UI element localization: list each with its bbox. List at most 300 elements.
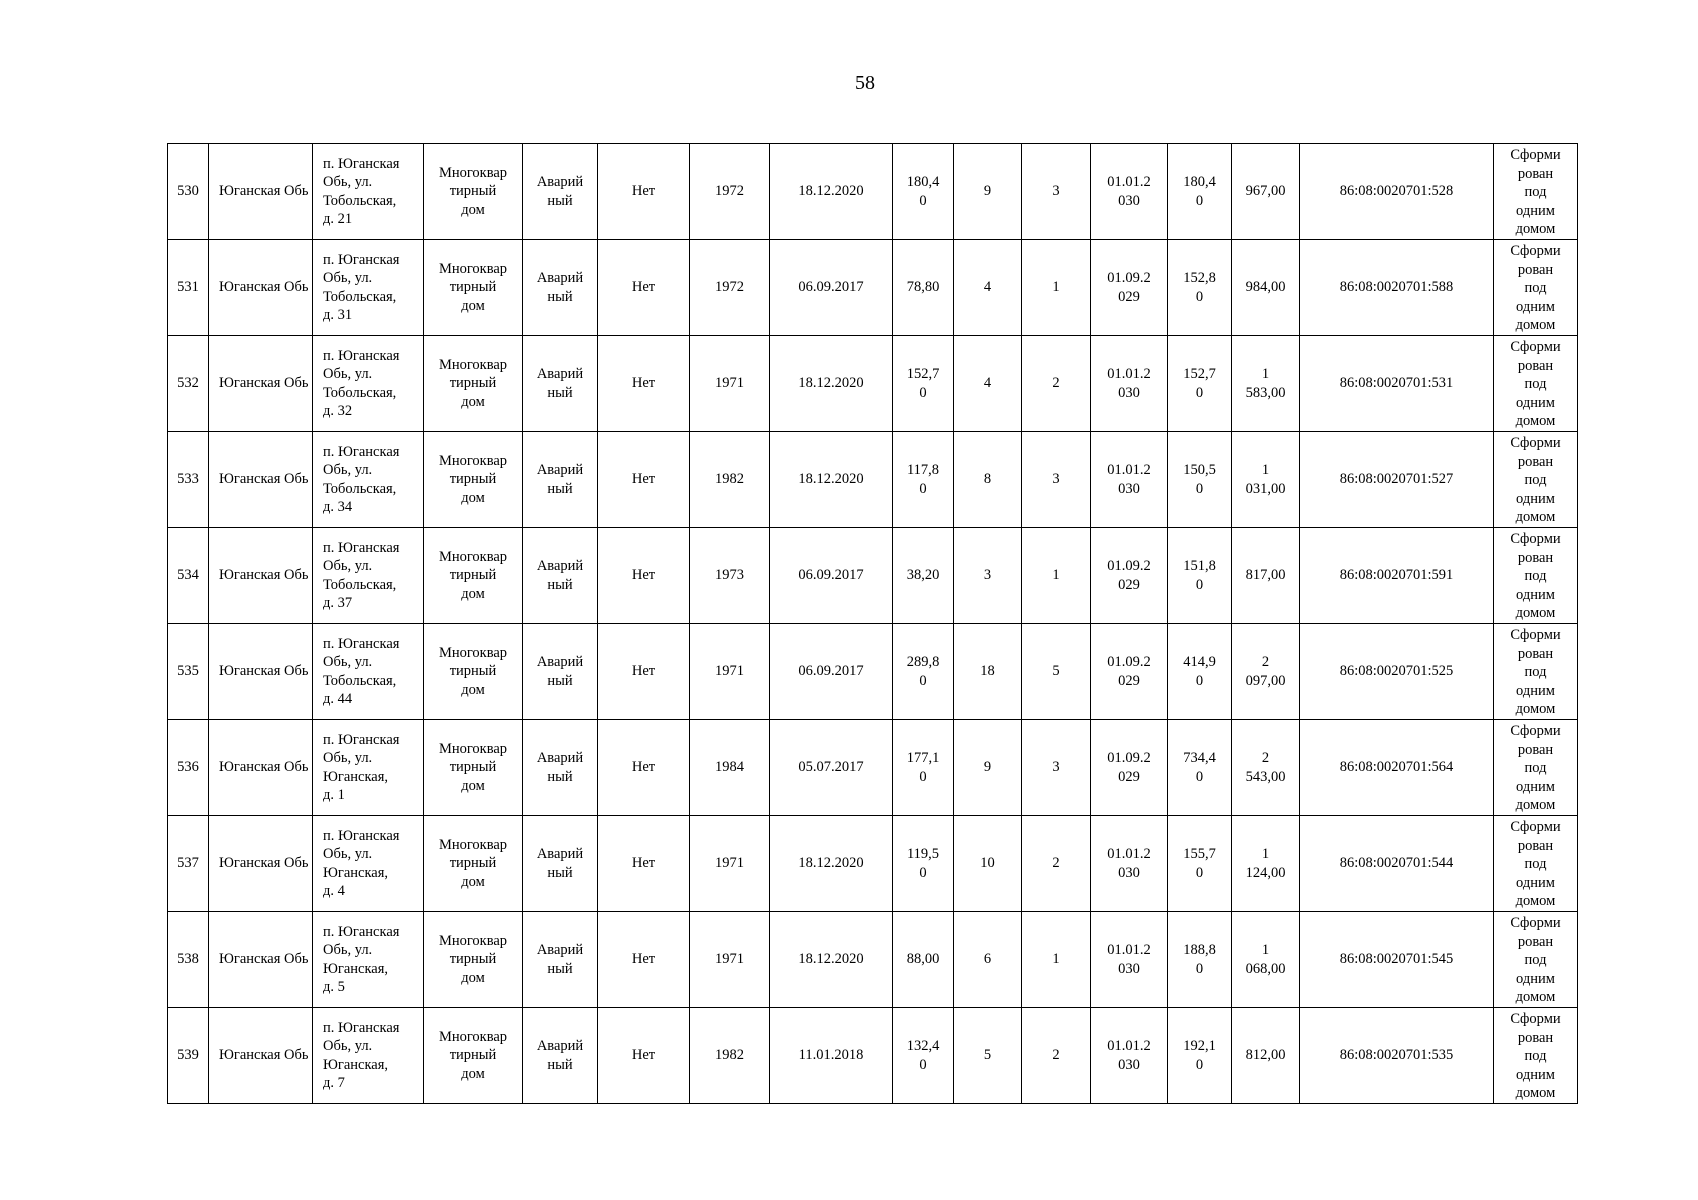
cell-area <box>893 1008 954 1104</box>
cell-residents: 5 <box>954 1008 1022 1104</box>
cell-cadastral-number: 86:08:0020701:527 <box>1300 432 1494 528</box>
cell-area-2 <box>1168 816 1232 912</box>
cell-residents: 4 <box>954 240 1022 336</box>
cell-building-type-line: Многоквар <box>438 740 508 757</box>
cell-address <box>313 624 424 720</box>
cell-building-type-line: дом <box>461 489 485 506</box>
cell-apartments: 1 <box>1022 240 1091 336</box>
cell-flag: Нет <box>598 912 690 1008</box>
cell-address-line: Тобольская, <box>323 672 397 689</box>
cell-building-type-line: дом <box>461 393 485 410</box>
table-row <box>168 816 1578 912</box>
cell-building-type-line: Многоквар <box>438 260 508 277</box>
cell-land-area-line: 812,00 <box>1245 1047 1286 1064</box>
cell-area-line: 119,5 <box>906 846 940 862</box>
cell-status-line: ный <box>547 192 573 209</box>
cell-settlement: Юганская Обь <box>209 1008 313 1104</box>
cell-date: 18.12.2020 <box>770 336 893 432</box>
cell-note-line: Сформи <box>1510 627 1561 643</box>
cell-settlement: Юганская Обь <box>209 912 313 1008</box>
cell-address-line: Обь, ул. <box>323 942 373 958</box>
cell-note-line: Сформи <box>1510 531 1561 547</box>
table-row <box>168 1008 1578 1104</box>
cell-land-area-line: 1 <box>1261 366 1270 382</box>
cell-building-type-line: Многоквар <box>438 836 508 853</box>
cell-deadline-line: 030 <box>1118 864 1140 881</box>
cell-area-2-line: 180,4 <box>1183 174 1216 190</box>
cell-area-2 <box>1168 144 1232 240</box>
cell-status <box>523 816 598 912</box>
cell-area-line: 0 <box>919 384 927 401</box>
cell-note <box>1494 144 1578 240</box>
cell-land-area-line: 543,00 <box>1245 768 1286 785</box>
cell-deadline <box>1091 912 1168 1008</box>
cell-note-line: Сформи <box>1510 723 1561 739</box>
cell-flag: Нет <box>598 624 690 720</box>
cell-area-2-line: 734,4 <box>1183 750 1216 766</box>
table-row <box>168 624 1578 720</box>
cell-status <box>523 624 598 720</box>
cell-area-line: 117,8 <box>906 462 940 478</box>
cell-deadline <box>1091 1008 1168 1104</box>
cell-note-line: домом <box>1515 221 1556 237</box>
cell-address-line: д. 44 <box>323 691 353 707</box>
cell-status-line: ный <box>547 960 573 977</box>
cell-address-line: Тобольская, <box>323 288 397 305</box>
cell-settlement: Юганская Обь <box>209 144 313 240</box>
cell-building-type-line: тирный <box>449 1047 497 1064</box>
cell-status-line: ный <box>547 480 573 497</box>
cell-note-line: рован <box>1517 261 1554 278</box>
cell-flag: Нет <box>598 336 690 432</box>
cell-building-type-line: Многоквар <box>438 164 508 181</box>
cell-area-line: 180,4 <box>906 174 940 190</box>
cell-area-line: 78,80 <box>906 279 940 296</box>
cell-settlement: Юганская Обь <box>209 432 313 528</box>
cell-note-line: рован <box>1517 837 1554 854</box>
cell-area <box>893 816 954 912</box>
table-row <box>168 336 1578 432</box>
cell-address-line: д. 7 <box>323 1075 345 1091</box>
cell-flag: Нет <box>598 720 690 816</box>
cell-building-type-line: дом <box>461 969 485 986</box>
cell-apartments: 3 <box>1022 720 1091 816</box>
cell-land-area-line: 124,00 <box>1245 864 1286 881</box>
cell-deadline <box>1091 240 1168 336</box>
cell-area-line: 0 <box>919 192 927 209</box>
cell-address <box>313 720 424 816</box>
cell-area-2-line: 0 <box>1195 576 1204 593</box>
cell-building-type-line: Многоквар <box>438 1028 508 1045</box>
cell-residents: 9 <box>954 144 1022 240</box>
cell-area-line: 152,7 <box>906 366 940 382</box>
cell-apartments: 3 <box>1022 432 1091 528</box>
cell-year: 1982 <box>690 1008 770 1104</box>
cell-flag: Нет <box>598 144 690 240</box>
cell-settlement: Юганская Обь <box>209 720 313 816</box>
cell-area <box>893 240 954 336</box>
cell-flag: Нет <box>598 240 690 336</box>
cell-area-line: 0 <box>919 768 927 785</box>
cell-year: 1971 <box>690 624 770 720</box>
cell-address-line: Обь, ул. <box>323 1038 373 1054</box>
cell-cadastral-number: 86:08:0020701:531 <box>1300 336 1494 432</box>
cell-residents: 8 <box>954 432 1022 528</box>
cell-building-type-line: Многоквар <box>438 932 508 949</box>
cell-area <box>893 432 954 528</box>
cell-building-type <box>424 528 523 624</box>
cell-status-line: ный <box>547 672 573 689</box>
cell-deadline-line: 030 <box>1118 480 1140 497</box>
cell-address-line: Обь, ул. <box>323 270 373 286</box>
cell-date: 05.07.2017 <box>770 720 893 816</box>
cell-cadastral-number: 86:08:0020701:564 <box>1300 720 1494 816</box>
cell-cadastral-number: 86:08:0020701:544 <box>1300 816 1494 912</box>
cell-apartments: 2 <box>1022 816 1091 912</box>
cell-note-line: одним <box>1516 394 1555 411</box>
cell-area <box>893 528 954 624</box>
cell-note-line: Сформи <box>1510 435 1561 451</box>
cell-deadline-line: 01.01.2 <box>1107 462 1151 478</box>
cell-apartments: 2 <box>1022 1008 1091 1104</box>
cell-land-area-line: 2 <box>1261 654 1270 670</box>
cell-area-2 <box>1168 720 1232 816</box>
cell-status <box>523 912 598 1008</box>
cell-flag: Нет <box>598 528 690 624</box>
cell-building-type-line: тирный <box>449 567 497 584</box>
cell-apartments: 1 <box>1022 528 1091 624</box>
cell-note <box>1494 336 1578 432</box>
cell-deadline <box>1091 720 1168 816</box>
cell-note-line: одним <box>1516 682 1555 699</box>
cell-deadline <box>1091 528 1168 624</box>
cell-note-line: Сформи <box>1510 819 1561 835</box>
cell-area-2-line: 414,9 <box>1183 654 1216 670</box>
cell-area-2 <box>1168 432 1232 528</box>
cell-building-type <box>424 624 523 720</box>
cell-building-type-line: тирный <box>449 183 497 200</box>
cell-status-line: Аварий <box>536 462 584 478</box>
cell-area-2 <box>1168 528 1232 624</box>
cell-area <box>893 144 954 240</box>
cell-area-2 <box>1168 1008 1232 1104</box>
cell-deadline <box>1091 816 1168 912</box>
cell-note-line: под <box>1524 952 1547 968</box>
cell-address-line: д. 4 <box>323 883 345 899</box>
cell-note-line: одним <box>1516 970 1555 987</box>
cell-note-line: домом <box>1515 605 1556 621</box>
table-row <box>168 144 1578 240</box>
cell-deadline-line: 029 <box>1118 768 1140 785</box>
cell-status-line: Аварий <box>536 1038 584 1054</box>
cell-row-number: 536 <box>168 720 209 816</box>
cell-note-line: под <box>1524 664 1547 680</box>
cell-area-line: 38,20 <box>906 567 940 584</box>
cell-note-line: домом <box>1515 413 1556 429</box>
cell-building-type <box>424 912 523 1008</box>
cell-land-area <box>1232 528 1300 624</box>
cell-deadline <box>1091 432 1168 528</box>
cell-note <box>1494 912 1578 1008</box>
cell-land-area-line: 817,00 <box>1245 567 1286 584</box>
cell-area-2-line: 0 <box>1195 864 1204 881</box>
cell-building-type-line: тирный <box>449 375 497 392</box>
cell-address-line: Обь, ул. <box>323 174 373 190</box>
cell-land-area <box>1232 240 1300 336</box>
cell-area-2-line: 0 <box>1195 480 1204 497</box>
cell-deadline-line: 01.09.2 <box>1107 654 1151 670</box>
cell-note-line: под <box>1524 760 1547 776</box>
cell-row-number: 530 <box>168 144 209 240</box>
cell-land-area-line: 967,00 <box>1245 183 1286 200</box>
cell-status <box>523 336 598 432</box>
cell-settlement: Юганская Обь <box>209 528 313 624</box>
cell-address-line: п. Юганская <box>323 155 400 172</box>
cell-residents: 3 <box>954 528 1022 624</box>
cell-settlement: Юганская Обь <box>209 336 313 432</box>
cell-area-2 <box>1168 336 1232 432</box>
cell-area-2-line: 0 <box>1195 288 1204 305</box>
cell-address-line: д. 5 <box>323 979 345 995</box>
cell-address-line: Юганская, <box>323 768 389 785</box>
cell-building-type-line: тирный <box>449 759 497 776</box>
cell-area-2-line: 150,5 <box>1183 462 1216 478</box>
cell-address-line: п. Юганская <box>323 539 400 556</box>
cell-building-type <box>424 240 523 336</box>
cell-address-line: Обь, ул. <box>323 366 373 382</box>
cell-address-line: Обь, ул. <box>323 846 373 862</box>
cell-date: 06.09.2017 <box>770 528 893 624</box>
cell-residents: 18 <box>954 624 1022 720</box>
cell-status-line: Аварий <box>536 750 584 766</box>
cell-address-line: п. Юганская <box>323 731 400 748</box>
table-row <box>168 720 1578 816</box>
cell-area-2 <box>1168 912 1232 1008</box>
cell-address <box>313 528 424 624</box>
cell-note-line: рован <box>1517 933 1554 950</box>
cell-row-number: 537 <box>168 816 209 912</box>
cell-note-line: одним <box>1516 586 1555 603</box>
table-body <box>168 144 1578 1104</box>
cell-residents: 9 <box>954 720 1022 816</box>
cell-address-line: д. 34 <box>323 499 353 515</box>
cell-land-area-line: 1 <box>1261 846 1270 862</box>
cell-status <box>523 144 598 240</box>
cell-note-line: одним <box>1516 1066 1555 1083</box>
cell-row-number: 533 <box>168 432 209 528</box>
cell-land-area <box>1232 720 1300 816</box>
cell-status-line: ный <box>547 576 573 593</box>
cell-date: 06.09.2017 <box>770 240 893 336</box>
cell-note-line: одним <box>1516 490 1555 507</box>
cell-status-line: Аварий <box>536 174 584 190</box>
cell-status-line: Аварий <box>536 270 584 286</box>
cell-deadline-line: 029 <box>1118 288 1140 305</box>
cell-deadline <box>1091 336 1168 432</box>
cell-area-line: 0 <box>919 480 927 497</box>
cell-note-line: Сформи <box>1510 339 1561 355</box>
cell-land-area-line: 2 <box>1261 750 1270 766</box>
cell-note-line: рован <box>1517 549 1554 566</box>
cell-status-line: ный <box>547 864 573 881</box>
cell-address-line: д. 31 <box>323 307 353 323</box>
cell-address-line: п. Юганская <box>323 923 400 940</box>
cell-building-type-line: Многоквар <box>438 548 508 565</box>
cell-land-area-line: 583,00 <box>1245 384 1286 401</box>
cell-date: 06.09.2017 <box>770 624 893 720</box>
table-row <box>168 432 1578 528</box>
cell-note-line: рован <box>1517 357 1554 374</box>
cell-note <box>1494 1008 1578 1104</box>
cell-date: 18.12.2020 <box>770 432 893 528</box>
cell-area-line: 0 <box>919 672 927 689</box>
cell-area <box>893 912 954 1008</box>
cell-address-line: Юганская, <box>323 960 389 977</box>
cell-deadline-line: 01.09.2 <box>1107 558 1151 574</box>
cell-note-line: под <box>1524 1048 1547 1064</box>
cell-building-type-line: дом <box>461 777 485 794</box>
cell-building-type-line: Многоквар <box>438 644 508 661</box>
cell-deadline-line: 01.09.2 <box>1107 750 1151 766</box>
cell-note-line: рован <box>1517 453 1554 470</box>
cell-row-number: 538 <box>168 912 209 1008</box>
cell-flag: Нет <box>598 816 690 912</box>
cell-deadline-line: 029 <box>1118 672 1140 689</box>
cell-note-line: одним <box>1516 874 1555 891</box>
cell-building-type-line: тирный <box>449 663 497 680</box>
cell-date: 18.12.2020 <box>770 912 893 1008</box>
cell-year: 1972 <box>690 144 770 240</box>
page-number: 58 <box>855 72 875 94</box>
cell-note-line: домом <box>1515 701 1556 717</box>
cell-area-2-line: 0 <box>1195 960 1204 977</box>
cell-area-2-line: 152,7 <box>1183 366 1216 382</box>
cell-cadastral-number: 86:08:0020701:525 <box>1300 624 1494 720</box>
cell-area-line: 289,8 <box>906 654 940 670</box>
cell-address-line: д. 1 <box>323 787 345 803</box>
cell-building-type <box>424 432 523 528</box>
cell-area-2-line: 0 <box>1195 768 1204 785</box>
cell-building-type-line: Многоквар <box>438 356 508 373</box>
cell-building-type-line: Многоквар <box>438 452 508 469</box>
cell-land-area-line: 1 <box>1261 942 1270 958</box>
cell-area-2 <box>1168 240 1232 336</box>
cell-status-line: Аварий <box>536 846 584 862</box>
cell-note-line: домом <box>1515 509 1556 525</box>
cell-settlement: Юганская Обь <box>209 624 313 720</box>
cell-year: 1984 <box>690 720 770 816</box>
cell-building-type-line: тирный <box>449 855 497 872</box>
cell-area-2-line: 188,8 <box>1183 942 1216 958</box>
cell-apartments: 2 <box>1022 336 1091 432</box>
cell-note-line: домом <box>1515 893 1556 909</box>
cell-note-line: Сформи <box>1510 243 1561 259</box>
cell-building-type <box>424 816 523 912</box>
cell-year: 1971 <box>690 336 770 432</box>
cell-status-line: ный <box>547 768 573 785</box>
cell-land-area <box>1232 816 1300 912</box>
cell-note-line: под <box>1524 184 1547 200</box>
cell-deadline-line: 01.01.2 <box>1107 1038 1151 1054</box>
cell-land-area <box>1232 336 1300 432</box>
cell-address-line: д. 37 <box>323 595 353 611</box>
cell-deadline-line: 030 <box>1118 1056 1140 1073</box>
cell-address <box>313 432 424 528</box>
cell-deadline-line: 030 <box>1118 384 1140 401</box>
cell-note-line: домом <box>1515 989 1556 1005</box>
cell-deadline-line: 01.01.2 <box>1107 174 1151 190</box>
cell-note-line: под <box>1524 856 1547 872</box>
cell-area <box>893 720 954 816</box>
cell-note-line: домом <box>1515 317 1556 333</box>
cell-status-line: ный <box>547 384 573 401</box>
cell-row-number: 535 <box>168 624 209 720</box>
cell-deadline <box>1091 624 1168 720</box>
cell-cadastral-number: 86:08:0020701:545 <box>1300 912 1494 1008</box>
cell-building-type-line: дом <box>461 297 485 314</box>
cell-status-line: Аварий <box>536 654 584 670</box>
cell-note-line: рован <box>1517 165 1554 182</box>
cell-area-line: 0 <box>919 864 927 881</box>
cell-address <box>313 1008 424 1104</box>
cell-note <box>1494 624 1578 720</box>
cell-area-line: 0 <box>919 1056 927 1073</box>
cell-note-line: одним <box>1516 298 1555 315</box>
cell-residents: 10 <box>954 816 1022 912</box>
table-row <box>168 528 1578 624</box>
cell-building-type-line: тирный <box>449 279 497 296</box>
cell-cadastral-number: 86:08:0020701:591 <box>1300 528 1494 624</box>
cell-address-line: п. Юганская <box>323 827 400 844</box>
cell-year: 1971 <box>690 816 770 912</box>
cell-building-type <box>424 1008 523 1104</box>
cell-note-line: под <box>1524 376 1547 392</box>
cell-deadline-line: 030 <box>1118 192 1140 209</box>
cell-apartments: 5 <box>1022 624 1091 720</box>
cell-row-number: 531 <box>168 240 209 336</box>
cell-cadastral-number: 86:08:0020701:535 <box>1300 1008 1494 1104</box>
cell-status <box>523 240 598 336</box>
cell-note-line: рован <box>1517 1029 1554 1046</box>
cell-residents: 4 <box>954 336 1022 432</box>
cell-area <box>893 336 954 432</box>
cell-address-line: Тобольская, <box>323 192 397 209</box>
cell-land-area <box>1232 1008 1300 1104</box>
cell-area-2-line: 0 <box>1195 192 1204 209</box>
cell-status-line: Аварий <box>536 558 584 574</box>
cell-note-line: одним <box>1516 778 1555 795</box>
cell-address <box>313 144 424 240</box>
cell-status <box>523 528 598 624</box>
cell-address-line: п. Юганская <box>323 251 400 268</box>
cell-year: 1972 <box>690 240 770 336</box>
cell-year: 1971 <box>690 912 770 1008</box>
cell-area-line: 88,00 <box>906 951 940 968</box>
cell-building-type-line: дом <box>461 585 485 602</box>
cell-area-line: 132,4 <box>906 1038 940 1054</box>
cell-note-line: под <box>1524 280 1547 296</box>
housing-registry-table <box>167 143 1578 1104</box>
cell-note-line: одним <box>1516 202 1555 219</box>
table-row <box>168 240 1578 336</box>
cell-deadline <box>1091 144 1168 240</box>
cell-address-line: Тобольская, <box>323 576 397 593</box>
table-row <box>168 912 1578 1008</box>
cell-address-line: п. Юганская <box>323 443 400 460</box>
cell-status-line: ный <box>547 1056 573 1073</box>
cell-note-line: под <box>1524 472 1547 488</box>
cell-row-number: 539 <box>168 1008 209 1104</box>
